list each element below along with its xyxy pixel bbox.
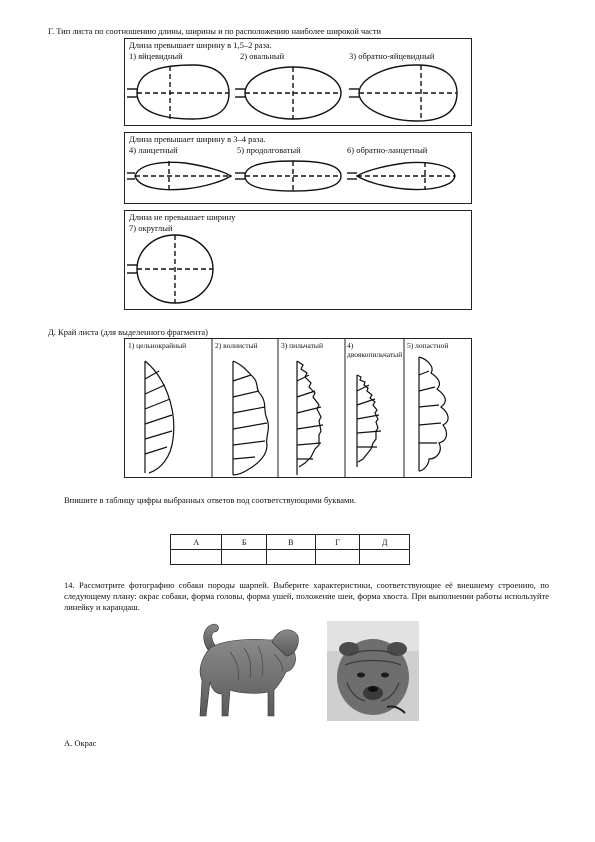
- instruction-text: Впишите в таблицу цифры выбранных ответов под соответствующими буквами.: [64, 495, 357, 505]
- answer-cell-b[interactable]: [222, 550, 266, 565]
- sharpei-head-photo: [327, 621, 419, 721]
- group-1-heading: Длина превышает ширину в 1,5–2 раза.: [129, 40, 272, 50]
- leaf-shape-group-2: [124, 132, 472, 204]
- shape-label-2: 2) овальный: [240, 51, 285, 61]
- section-d-title: Д. Край листа (для выделенного фрагмента): [48, 327, 208, 337]
- answer-header-v: В: [266, 535, 315, 550]
- shape-label-6: 6) обратно-ланцетный: [347, 145, 428, 155]
- leaf-shapes-group-2: [125, 133, 471, 203]
- leaf-shape-group-3: [124, 210, 472, 310]
- answer-header-g: Г: [315, 535, 360, 550]
- shape-label-5: 5) продолговатый: [237, 145, 301, 155]
- answer-cell-a[interactable]: [171, 550, 222, 565]
- answer-header-a: А: [171, 535, 222, 550]
- task-14-text: 14. Рассмотрите фотографию собаки породы шарпей. Выберите характеристики, соответствующие её внешнему строению, по следующему плану: окрас собаки, форма головы, форма ушей, положение шеи, форма хвоста. При выполнении работы используйте линейку и карандаш.: [64, 580, 549, 612]
- group-2-heading: Длина превышает ширину в 3–4 раза.: [129, 134, 266, 144]
- section-g-title: Г. Тип листа по соотношению длины, ширины и по расположению наиболее широкой части: [48, 26, 382, 36]
- answer-cell-g[interactable]: [315, 550, 360, 565]
- margin-label-3: 3) пильчатый: [281, 341, 323, 350]
- answer-header-b: Б: [222, 535, 266, 550]
- answer-a-label: А. Окрас: [64, 738, 97, 748]
- group-3-heading: Длина не превышает ширину: [129, 212, 236, 222]
- answer-cell-v[interactable]: [266, 550, 315, 565]
- margin-label-5: 5) лопастной: [407, 341, 449, 350]
- answer-table-value-row: [171, 550, 410, 565]
- leaf-shapes-group-1: [125, 39, 471, 125]
- leaf-margin-figure: [124, 338, 472, 478]
- sharpei-body-photo: [170, 620, 300, 720]
- shape-label-4: 4) ланцетный: [129, 145, 178, 155]
- answer-table-header-row: [171, 535, 410, 550]
- answer-cell-d[interactable]: [360, 550, 410, 565]
- leaf-shapes-group-3: [125, 211, 471, 309]
- shape-label-7: 7) округлый: [129, 223, 173, 233]
- shape-label-1: 1) яйцевидный: [129, 51, 183, 61]
- shape-label-3: 3) обратно-яйцевидный: [349, 51, 435, 61]
- answer-header-d: Д: [360, 535, 410, 550]
- margin-label-2: 2) волнистый: [215, 341, 258, 350]
- margin-label-4: 4) двоякопильчатый: [347, 341, 403, 359]
- margin-label-1: 1) цельнокрайный: [128, 341, 187, 350]
- leaf-margin-drawings: [125, 339, 471, 477]
- answer-table: [170, 534, 410, 565]
- leaf-shape-group-1: [124, 38, 472, 126]
